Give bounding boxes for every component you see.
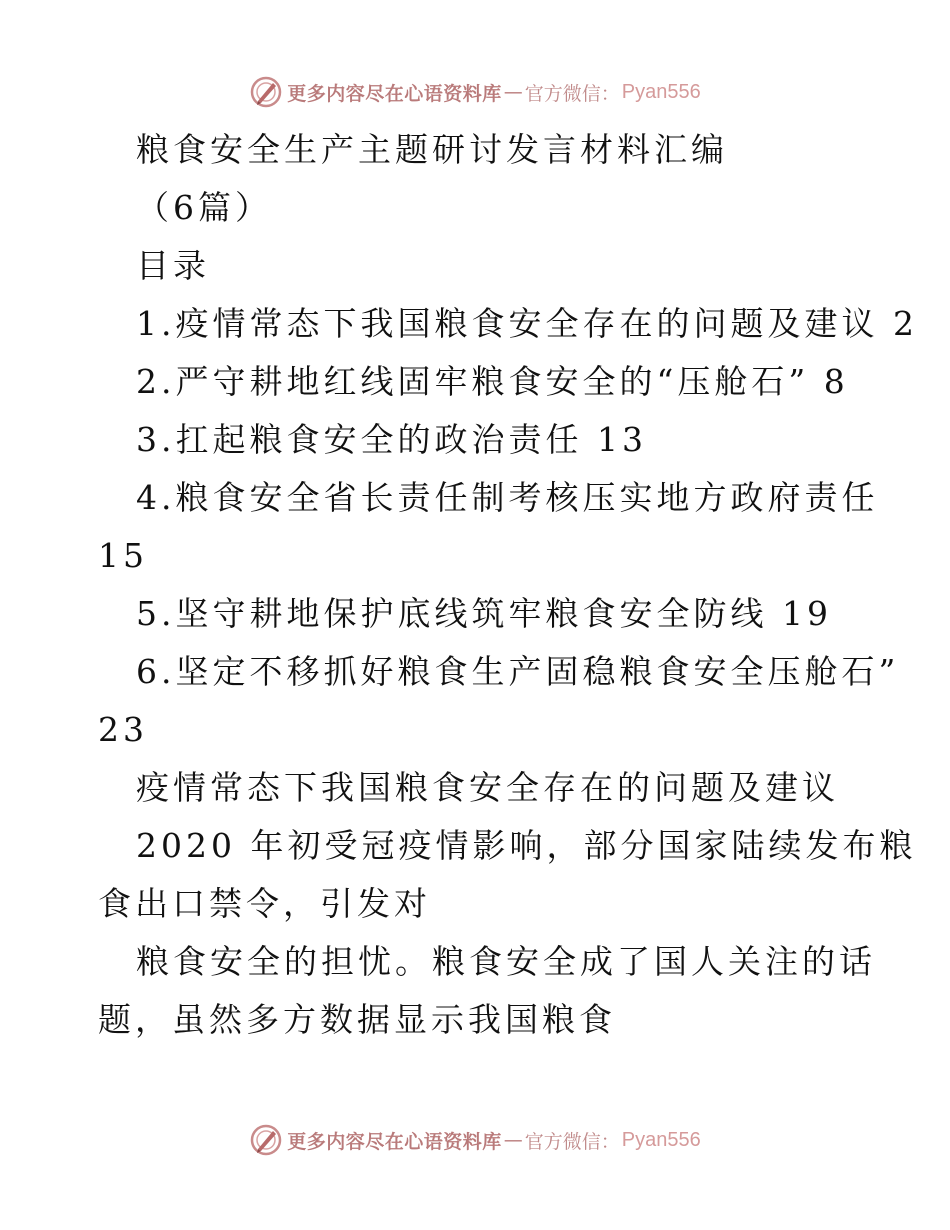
watermark-separator: — [503,1129,523,1151]
paragraph-line: 食出口禁令，引发对 [98,884,431,923]
watermark-wechat-label: 官方微信： [524,82,620,105]
toc-item-page: 23 [98,710,148,749]
header-watermark [0,72,950,112]
quill-logo-icon [249,75,283,109]
document-subtitle: （6篇） [136,188,272,227]
section-title: 疫情常态下我国粮食安全存在的问题及建议 [136,768,839,807]
toc-item: 4.粮食安全省长责任制考核压实地方政府责任 [136,478,879,517]
paragraph-line: 2020 年初受冠疫情影响，部分国家陆续发布粮 [136,826,917,865]
watermark-wechat-id: Pyan556 [621,1128,701,1151]
paragraph-line: 题，虽然多方数据显示我国粮食 [98,1000,616,1039]
toc-heading: 目录 [136,246,210,285]
watermark-site-text: 更多内容尽在心语资料库 [287,82,502,105]
watermark-wechat-id: Pyan556 [621,80,701,103]
document-body [98,121,918,1049]
watermark-site-text: 更多内容尽在心语资料库 [287,1130,502,1153]
quill-logo-icon [249,1123,283,1157]
toc-item: 5.坚守耕地保护底线筑牢粮食安全防线 19 [136,594,832,633]
toc-item: 3.扛起粮食安全的政治责任 13 [136,420,647,459]
watermark-separator: — [503,81,523,103]
toc-item: 2.严守耕地红线固牢粮食安全的“压舱石” 8 [136,362,849,401]
paragraph-line: 粮食安全的担忧。粮食安全成了国人关注的话 [136,942,876,981]
footer-watermark [0,1120,950,1160]
toc-item: 1.疫情常态下我国粮食安全存在的问题及建议 2 [136,304,918,343]
watermark-wechat-label: 官方微信： [524,1130,620,1153]
toc-item: 6.坚定不移抓好粮食生产固稳粮食安全压舱石” [136,652,900,691]
toc-item-page: 15 [98,536,148,575]
document-title: 粮食安全生产主题研讨发言材料汇编 [136,130,728,169]
